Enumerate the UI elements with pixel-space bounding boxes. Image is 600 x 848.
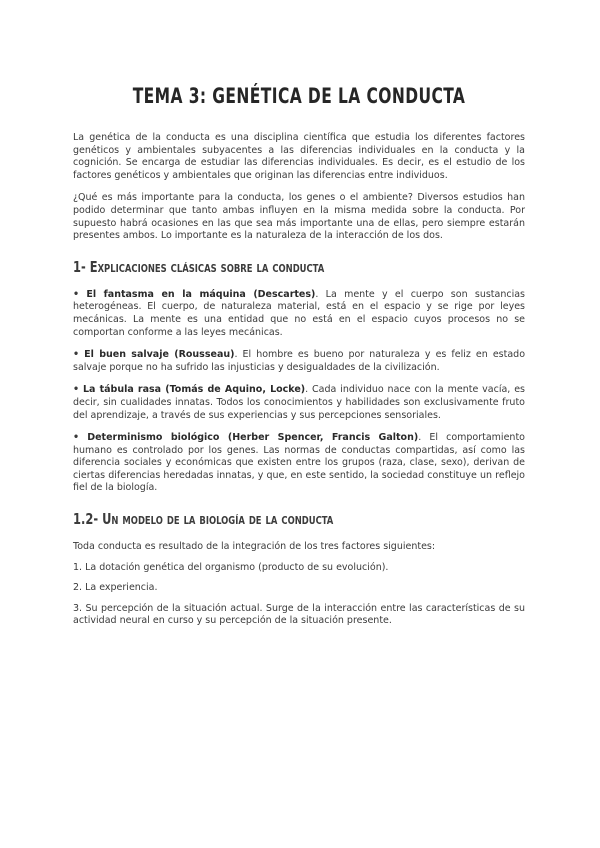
- section2-intro: Toda conducta es resultado de la integración de los tres factores siguientes:: [73, 541, 436, 553]
- intro-paragraph-1: La genética de la conducta es una disciplina científica que estudia los diferentes factores genéticos y ambientales subyacentes a las diferencias individuales en la conducta y la cognición. Se encarga de estudiar las diferencias individuales. Es decir, es el estudio de los factores genéticos y ambientales que originan las diferencias entre individuos.: [73, 132, 525, 181]
- bullet-item-rousseau: [73, 349, 525, 374]
- bullet-item-text: . El comportamiento humano es controlado por los genes. Las normas de conductas compartidas, así como las diferencia sociales y económicas que existen entre los grupos (raza, clase, sexo), derivan de ciertas diferencias heredadas innatas, y que, en este sentido, la sociedad constituye un reflejo fiel de la biología.: [73, 432, 525, 494]
- list-item-2: 2. La experiencia.: [73, 582, 158, 594]
- bullet-icon: •: [73, 349, 80, 361]
- intro-paragraph-2: ¿Qué es más importante para la conducta, los genes o el ambiente? Diversos estudios han podido determinar que tanto ambas influyen en la misma medida sobre la conducta. Por supuesto habrá ocasiones en las que sea más importante una de ellas, pero siempre estarán presentes ambos. Lo importante es la naturaleza de la interacción de los dos.: [73, 192, 525, 242]
- bullet-item-title: El fantasma en la máquina (Descartes): [86, 288, 316, 300]
- bullet-icon: •: [73, 288, 80, 300]
- list-item-1: 1. La dotación genética del organismo (producto de su evolución).: [73, 561, 389, 573]
- bullet-item-text: . La mente y el cuerpo son sustancias heterogéneas. El cuerpo, de naturaleza material, está en el espacio y se rige por leyes mecánicas. La mente es una entidad que no está en el espacio cuyos procesos no se comportan conforme a las leyes mecánicas.: [73, 288, 525, 338]
- section-heading-modelo: 1.2- Un modelo de la biología de la conducta: [73, 510, 334, 529]
- bullet-item-title: El buen salvaje (Rousseau): [84, 349, 235, 361]
- bullet-icon: •: [73, 384, 80, 396]
- section-heading-explicaciones: 1- Explicaciones clásicas sobre la conducta: [73, 257, 325, 276]
- bullet-icon: •: [73, 432, 80, 444]
- bullet-item-tabula-rasa: [73, 384, 525, 422]
- bullet-item-determinismo: [73, 432, 525, 495]
- bullet-item-title: La tábula rasa (Tomás de Aquino, Locke): [82, 384, 306, 396]
- bullet-item-descartes: [73, 289, 525, 339]
- bullet-item-title: Determinismo biológico (Herber Spencer, Francis Galton): [87, 432, 419, 444]
- bullet-item-text: . El hombre es bueno por naturaleza y es feliz en estado salvaje porque no ha sufrido las injusticias y desigualdades de la civilización.: [73, 349, 526, 373]
- list-item-3: 3. Su percepción de la situación actual. Surge de la interacción entre las características de su actividad neural en curso y su percepción de la situación presente.: [73, 602, 525, 627]
- document-page: [73, 80, 525, 636]
- page-title: TEMA 3: GENÉTICA DE LA CONDUCTA: [132, 84, 466, 108]
- bullet-item-text: . Cada individuo nace con la mente vacía, es decir, sin cualidades innatas. Todos los conocimientos y habilidades son exclusivamente fruto del aprendizaje, a través de sus experiencias y sus percepciones sensoriales.: [73, 384, 525, 421]
